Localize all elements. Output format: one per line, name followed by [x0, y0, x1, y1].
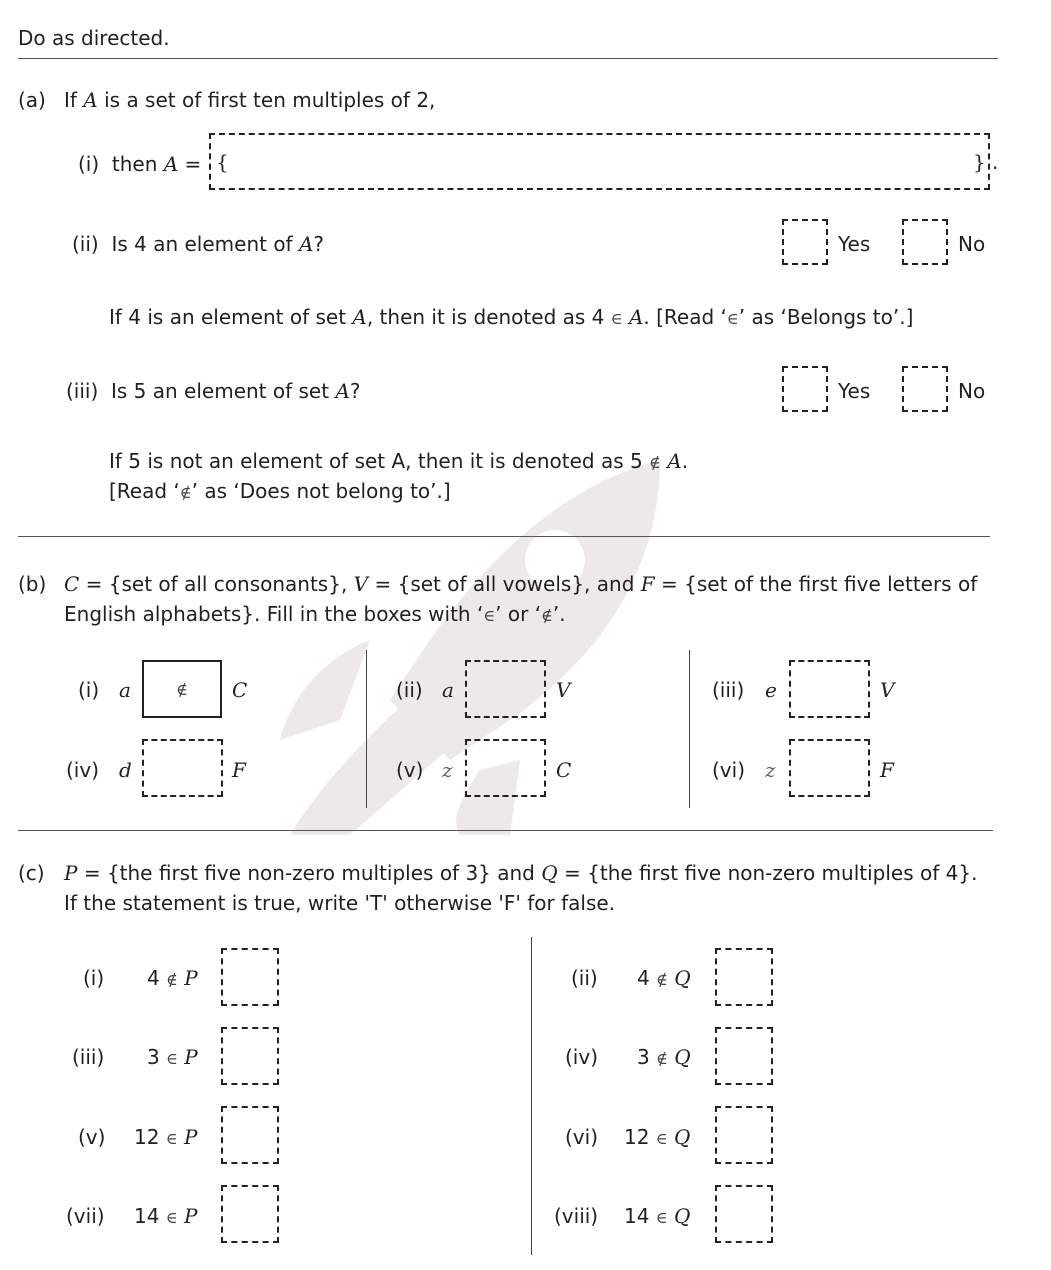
number: 4 [637, 966, 650, 990]
var: Q [674, 966, 691, 990]
not-element-of-symbol: ∉ [179, 483, 192, 502]
b-item-element: a [119, 678, 131, 702]
text: = {set of all consonants}, [79, 572, 354, 596]
b-item-num: (v) [396, 758, 424, 782]
var: P [64, 861, 78, 885]
var: P [184, 1204, 198, 1228]
part-c-stem-line1 [64, 861, 977, 885]
not-element-of-symbol: ∉ [541, 606, 553, 625]
var: P [184, 966, 198, 990]
number: 12 [134, 1125, 160, 1149]
q-num: (ii) [72, 232, 99, 256]
text: [Read ‘ [109, 479, 180, 503]
yes-label: Yes [838, 379, 871, 403]
not-element-of-symbol: ∉ [656, 970, 668, 989]
not-element-of-symbol: ∉ [166, 970, 178, 989]
number: 14 [624, 1204, 650, 1228]
c-answer-box[interactable] [715, 948, 773, 1006]
c-item-num: (viii) [554, 1204, 599, 1228]
c-answer-box[interactable] [221, 1185, 279, 1243]
var: Q [674, 1045, 691, 1069]
var: A [352, 305, 367, 329]
note-belongs [109, 305, 913, 329]
b-item-num: (iv) [66, 758, 99, 782]
text: ? [349, 379, 361, 403]
column-divider [689, 650, 690, 808]
no-checkbox-q2[interactable] [902, 219, 948, 265]
text: If [64, 88, 84, 112]
c-item-statement [637, 966, 691, 990]
text: ’ or ‘ [495, 602, 542, 626]
b-item-num: (vi) [712, 758, 745, 782]
var: P [184, 1125, 198, 1149]
c-answer-box[interactable] [221, 1027, 279, 1085]
c-answer-box[interactable] [715, 1185, 773, 1243]
c-item-statement [637, 1045, 691, 1069]
b-item-num: (iii) [712, 678, 745, 702]
c-item-statement [624, 1204, 690, 1228]
yes-label: Yes [838, 232, 871, 256]
part-b-stem-line1 [64, 572, 977, 596]
text: = [178, 152, 202, 176]
text: Is 5 an element of set [111, 379, 336, 403]
c-answer-box[interactable] [221, 948, 279, 1006]
b-item-num: (i) [78, 678, 100, 702]
part-a-label: (a) [18, 88, 46, 112]
text: then [111, 152, 164, 176]
var: A [628, 305, 644, 329]
no-label: No [958, 379, 986, 403]
b-item-element: e [765, 678, 777, 702]
not-element-of-symbol: ∉ [656, 1049, 668, 1068]
column-divider [531, 937, 532, 1255]
element-of-symbol: ∈ [655, 1129, 668, 1148]
b-item-set: C [556, 758, 572, 782]
c-item-num: (i) [83, 966, 105, 990]
close-brace: } [973, 150, 986, 174]
b-answer-box[interactable] [465, 739, 546, 797]
b-answer-box-filled[interactable] [142, 660, 222, 718]
b-item-set: F [232, 758, 246, 782]
note-not-belongs-line1 [109, 449, 688, 473]
q-num: (i) [78, 152, 100, 176]
no-label: No [958, 232, 986, 256]
c-item-num: (iii) [72, 1045, 105, 1069]
var: P [184, 1045, 198, 1069]
text: ’ as ‘Belongs to’.] [738, 305, 914, 329]
b-item-set: F [880, 758, 894, 782]
period: . [992, 150, 999, 174]
divider [18, 536, 990, 537]
text: ’ as ‘Does not belong to’.] [191, 479, 451, 503]
text: ’. [552, 602, 566, 626]
var: A [83, 88, 98, 112]
text: English alphabets}. Fill in the boxes with ‘ [64, 602, 484, 626]
text: If 4 is an element of set [109, 305, 353, 329]
q-a-i-prompt [78, 152, 201, 176]
part-c-stem-line2: If the statement is true, write 'T' otherwise 'F' for false. [64, 891, 616, 915]
q-num: (iii) [66, 379, 99, 403]
var: C [64, 572, 80, 596]
var: Q [674, 1204, 691, 1228]
not-element-of-symbol: ∉ [649, 453, 661, 472]
text: is a set of first ten multiples of 2, [97, 88, 436, 112]
yes-checkbox-q2[interactable] [782, 219, 828, 265]
q-a-ii-prompt [72, 232, 324, 256]
c-item-num: (vi) [565, 1125, 598, 1149]
not-element-of-symbol: ∉ [176, 679, 188, 699]
number: 14 [134, 1204, 160, 1228]
b-item-set: V [880, 678, 895, 702]
text: = {the first five non-zero multiples of 4}. [557, 861, 978, 885]
element-of-symbol: ∈ [165, 1129, 178, 1148]
c-item-statement [134, 1204, 197, 1228]
c-item-statement [147, 1045, 198, 1069]
open-brace: { [216, 150, 229, 174]
element-of-symbol: ∈ [655, 1208, 668, 1227]
no-checkbox-q3[interactable] [902, 366, 948, 412]
c-item-num: (iv) [565, 1045, 598, 1069]
text: ? [313, 232, 325, 256]
c-item-statement [624, 1125, 690, 1149]
b-answer-box[interactable] [142, 739, 223, 797]
text: Is 4 an element of [111, 232, 299, 256]
c-item-num: (vii) [66, 1204, 105, 1228]
b-item-element: z [765, 758, 776, 782]
b-item-num: (ii) [396, 678, 423, 702]
part-b-label: (b) [18, 572, 47, 596]
element-of-symbol: ∈ [483, 606, 496, 625]
text: If 5 is not an element of set A, then it is denoted as 5 [109, 449, 650, 473]
element-of-symbol: ∈ [726, 309, 739, 328]
text: = {set of the first five letters of [654, 572, 978, 596]
c-answer-box[interactable] [715, 1106, 773, 1164]
c-answer-box[interactable] [715, 1027, 773, 1085]
number: 3 [637, 1045, 650, 1069]
part-c-label: (c) [18, 861, 45, 885]
element-of-symbol: ∈ [165, 1208, 178, 1227]
var: A [163, 152, 179, 176]
b-item-element: a [442, 678, 454, 702]
part-b-stem-line2 [64, 602, 566, 626]
part-a-stem [64, 88, 435, 112]
c-item-num: (v) [78, 1125, 106, 1149]
set-a-answer-field[interactable] [209, 133, 990, 190]
var: F [640, 572, 655, 596]
q-a-iii-prompt [66, 379, 361, 403]
b-item-set: C [232, 678, 248, 702]
c-item-statement [147, 966, 198, 990]
var: A [335, 379, 350, 403]
b-item-element: z [442, 758, 453, 782]
divider [18, 58, 998, 59]
divider [18, 830, 993, 831]
b-answer-box[interactable] [789, 660, 870, 718]
var: V [353, 572, 369, 596]
c-answer-box[interactable] [221, 1106, 279, 1164]
c-item-num: (ii) [571, 966, 598, 990]
b-answer-box[interactable] [465, 660, 546, 718]
b-answer-box[interactable] [789, 739, 870, 797]
instruction-heading: Do as directed. [18, 26, 170, 50]
text: . [681, 449, 689, 473]
var: A [298, 232, 314, 256]
text: = {set of all vowels}, and [368, 572, 641, 596]
element-of-symbol: ∈ [166, 1049, 178, 1068]
c-item-statement [134, 1125, 197, 1149]
number: 3 [147, 1045, 160, 1069]
text: = {the first five non-zero multiples of 3} and [77, 861, 542, 885]
number: 4 [147, 966, 160, 990]
column-divider [366, 650, 367, 808]
number: 12 [624, 1125, 650, 1149]
var: Q [541, 861, 558, 885]
element-of-symbol: ∈ [610, 309, 623, 328]
var: A [667, 449, 682, 473]
text: , then it is denoted as 4 [366, 305, 611, 329]
yes-checkbox-q3[interactable] [782, 366, 828, 412]
text: . [Read ‘ [643, 305, 727, 329]
b-item-element: d [119, 758, 132, 782]
b-item-set: V [556, 678, 571, 702]
note-not-belongs-line2 [109, 479, 451, 503]
var: Q [674, 1125, 691, 1149]
